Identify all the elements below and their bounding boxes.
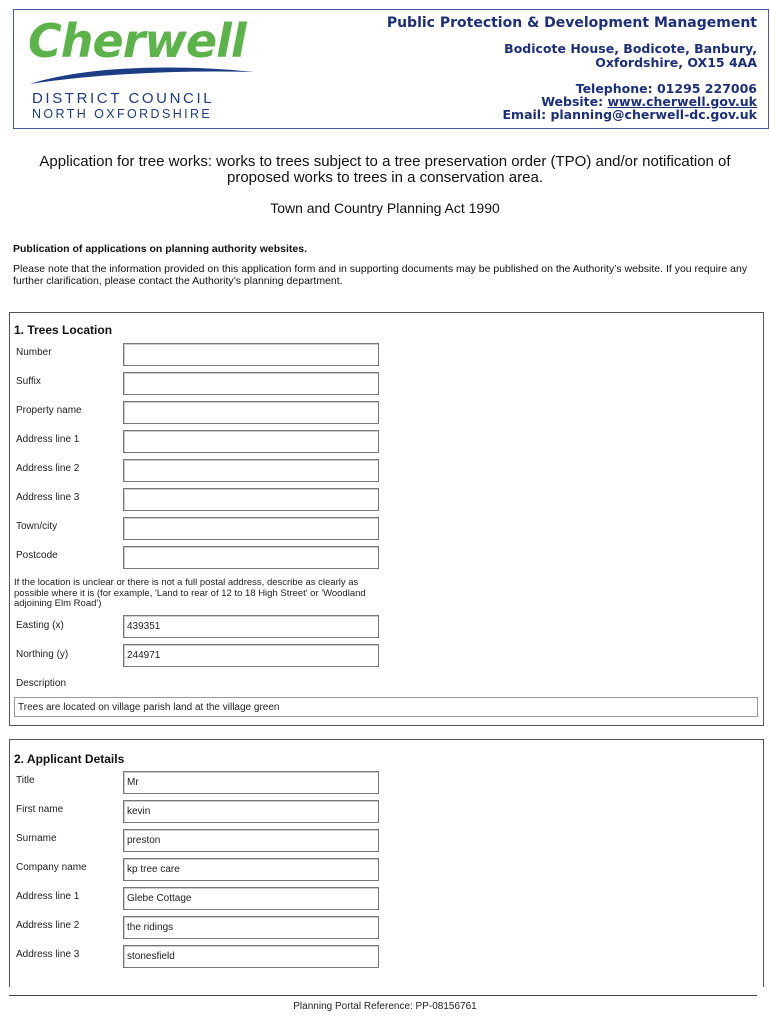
field-label: Title (16, 775, 35, 786)
website-label: Website: (541, 94, 608, 109)
postcode-input[interactable] (123, 546, 379, 569)
property-name-input[interactable] (123, 401, 379, 424)
field-label: Address line 2 (16, 920, 80, 931)
telephone: Telephone: 01295 227006 (575, 81, 757, 96)
address-line-2-input[interactable] (123, 459, 379, 482)
surname-input[interactable]: preston (123, 829, 379, 852)
easting-input[interactable]: 439351 (123, 615, 379, 638)
field-label: Company name (16, 862, 87, 873)
logo-swoosh-icon (26, 62, 256, 88)
field-label: Address line 1 (16, 434, 80, 445)
website-link[interactable]: www.cherwell.gov.uk (607, 94, 757, 109)
department-title: Public Protection & Development Management (386, 15, 757, 31)
address-line-1: Bodicote House, Bodicote, Banbury, (504, 41, 757, 56)
field-label: Town/city (16, 521, 58, 532)
field-label: Number (16, 347, 52, 358)
field-label: Description (16, 678, 67, 689)
field-label: Postcode (16, 550, 58, 561)
suffix-input[interactable] (123, 372, 379, 395)
applicant-address-line-2-input[interactable]: the ridings (123, 916, 379, 939)
field-label: Suffix (16, 376, 41, 387)
field-label: Address line 2 (16, 463, 80, 474)
letterhead (13, 9, 769, 129)
field-label: Northing (y) (16, 649, 69, 660)
logo-council-name: DISTRICT COUNCIL (32, 90, 215, 107)
field-label: Address line 3 (16, 949, 80, 960)
field-label: Surname (16, 833, 57, 844)
publication-note: Please note that the information provided on this application form and in supporting documents may be published on the Authority’s website. If you require any further clarification, please contact the Authority’s planning department. (13, 263, 748, 287)
number-input[interactable] (123, 343, 379, 366)
council-logo-wordmark: Cherwell (28, 14, 246, 68)
act-title: Town and Country Planning Act 1990 (270, 200, 500, 216)
address-line-2: Oxfordshire, OX15 4AA (595, 55, 757, 70)
email-line (503, 107, 757, 122)
description-input[interactable]: Trees are located on village parish land at the village green (14, 697, 758, 717)
applicant-details-section (9, 739, 764, 987)
section-title: 2. Applicant Details (14, 752, 125, 766)
email-label: Email: (502, 107, 551, 122)
address-line-1-input[interactable] (123, 430, 379, 453)
title-input[interactable]: Mr (123, 771, 379, 794)
publication-heading: Publication of applications on planning authority websites. (13, 243, 308, 255)
field-label: Address line 3 (16, 492, 80, 503)
trees-location-section (9, 312, 764, 726)
applicant-address-line-1-input[interactable]: Glebe Cottage (123, 887, 379, 910)
town-city-input[interactable] (123, 517, 379, 540)
location-hint: If the location is unclear or there is not a full postal address, describe as clearly as possible where it is (for example, 'Land to rear of 12 to 18 High Street' or 'Woodland adjoining Elm Road') (14, 577, 366, 609)
field-label: Easting (x) (16, 620, 64, 631)
applicant-address-line-3-input[interactable]: stonesfield (123, 945, 379, 968)
northing-input[interactable]: 244971 (123, 644, 379, 667)
portal-reference: Planning Portal Reference: PP-08156761 (293, 1001, 477, 1012)
field-label: Address line 1 (16, 891, 80, 902)
section-title: 1. Trees Location (14, 323, 113, 337)
footer-divider (9, 995, 757, 996)
company-name-input[interactable]: kp tree care (123, 858, 379, 881)
logo-region-name: NORTH OXFORDSHIRE (32, 107, 213, 121)
field-label: Property name (16, 405, 82, 416)
email-link[interactable]: planning@cherwell-dc.gov.uk (550, 107, 757, 122)
first-name-input[interactable]: kevin (123, 800, 379, 823)
address-line-3-input[interactable] (123, 488, 379, 511)
field-label: First name (16, 804, 64, 815)
form-title: Application for tree works: works to trees subject to a tree preservation order (TPO) and/or notification of proposed works to trees in a conservation area. (39, 153, 731, 186)
